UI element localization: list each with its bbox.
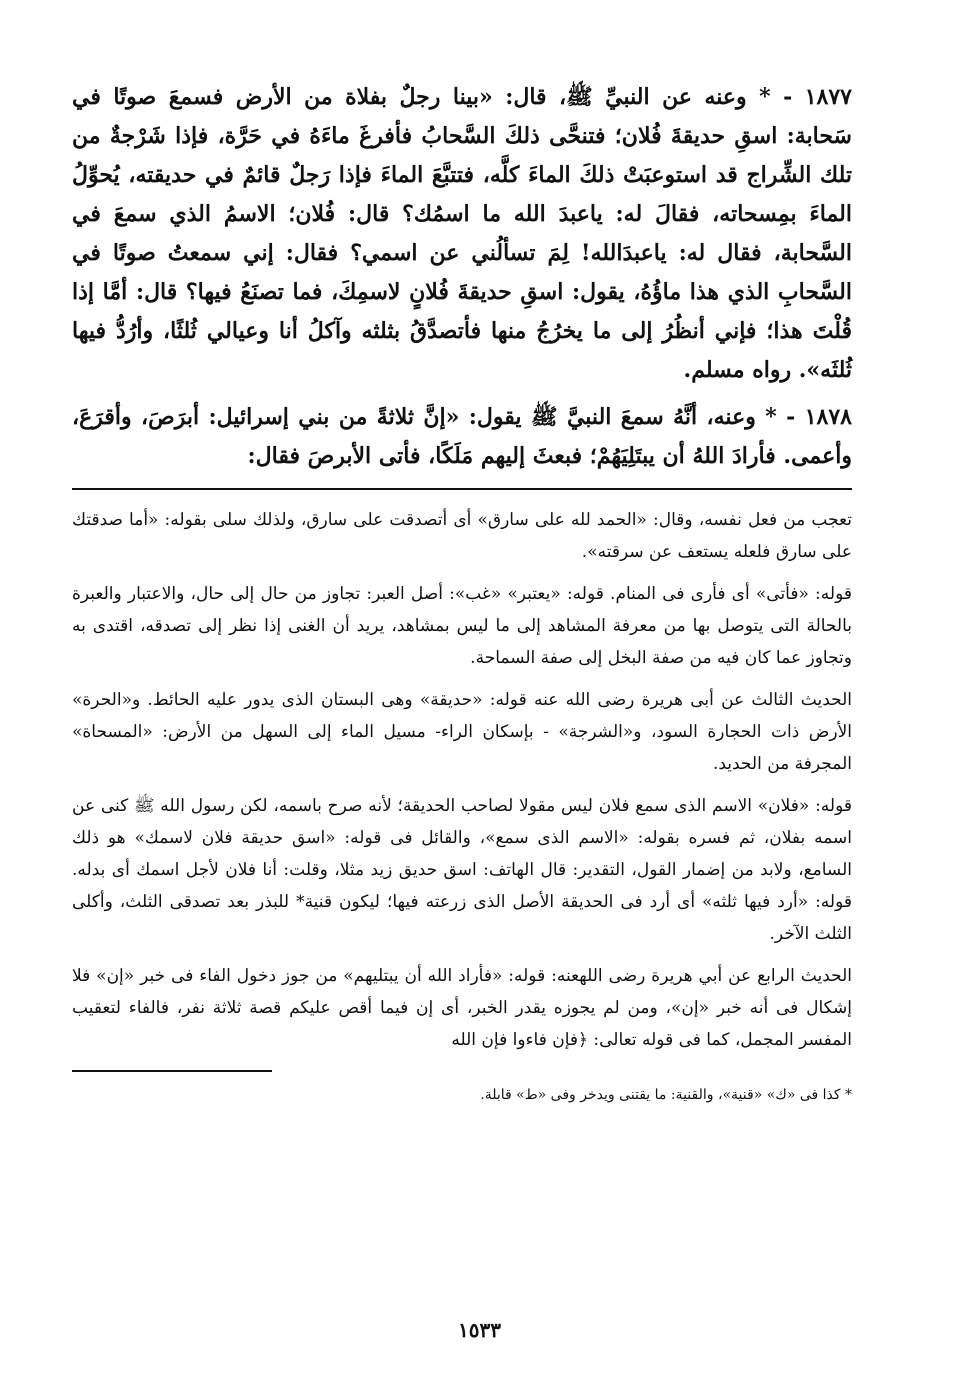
footnote: * كذا فى «ك» «قنية»، والقنية: ما يقتنى ويدخر وفى «ط» قابلة. bbox=[480, 1087, 852, 1103]
commentary-section bbox=[72, 504, 852, 1056]
page-number: ١٥٣٣ bbox=[458, 1318, 501, 1342]
commentary-paragraph: الحديث الرابع عن أبي هريرة رضى اللهعنه: قوله: «فأراد الله أن يبتليهم» من جوز دخول الفاء فى خبر «إن» فلا إشكال فى أنه خبر «إن»، ومن لم يجوزه يقدر الخبر، أى إن فيما أقص عليكم قصة ثلاثة نفر، فالفاء لتعقيب المفسر المجمل، كما فى قوله تعالى: ﴿فإن فاءوا فإن الله bbox=[72, 966, 852, 1050]
book-page bbox=[72, 78, 852, 1378]
commentary-paragraph: الحديث الثالث عن أبى هريرة رضى الله عنه قوله: «حديقة» وهى البستان الذى يدور عليه الحائط. و«الحرة» الأرض ذات الحجارة السود، و«الشرجة» - بإسكان الراء- مسيل الماء إلى السهل من الأرض: «المسحاة» المجرفة من الحديد. bbox=[72, 690, 852, 774]
commentary-paragraph: قوله: «فلان» الاسم الذى سمع فلان ليس مقولا لصاحب الحديقة؛ لأنه صرح باسمه، لكن رسول الله ﷺ كنى عن اسمه بفلان، ثم فسره بقوله: «الاسم الذى سمع»، والقائل فى قوله: «اسق حديقة فلان لاسمك» هو ذلك السامع، ولابد من إضمار القول، التقدير: قال الهاتف: اسق حديق زيد مثلا، وقلت: أنا فلان لأجل اسمك أى بدله. قوله: «أرد فيها ثلثه» أى أرد فى الحديقة الأصل الذى زرعته فيها؛ ليكون قنية* للبذر بعد تصدقى الثلث، وأكلى الثلث الآخر. bbox=[72, 796, 852, 944]
hadith-1877: ١٨٧٧ - * وعنه عن النبيِّ ﷺ، قال: «بينا رجلٌ بفلاة من الأرض فسمعَ صوتًا في سَحابة: اسقِ حديقةَ فُلان؛ فتنحَّى ذلكَ السَّحابُ فأفرغَ ماءَهُ في حَرَّة، فإذا شَرْجةٌ من تلك الشِّراج قد استوعبَتْ ذلكَ الماءَ كلَّه، فتتبَّعَ الماءَ فإذا رَجلٌ قائمٌ في حديقته، يُحوِّلُ الماءَ بمِسحاته، فقالَ له: ياعبدَ الله ما اسمُك؟ قال: فُلان؛ الاسمُ الذي سمعَ في السَّحابة، فقال له: ياعبدَالله! لِمَ تسألُني عن اسمي؟ فقال: إني سمعتُ صوتًا في السَّحابِ الذي هذا ماؤُهُ، يقول: اسقِ حديقةَ فُلانٍ لاسمِكَ، فما تصنَعُ فيها؟ قال: أمَّا إذا قُلْتَ هذا؛ فإني أنظُرُ إلى ما يخرُجُ منها فأتصدَّقُ بثلثه وآكلُ أنا وعيالي ثُلثًا، وأرُدُّ فيها ثُلثَه». رواه مسلم. bbox=[72, 84, 852, 383]
main-divider bbox=[72, 488, 852, 490]
hadith-1878: ١٨٧٨ - * وعنه، أنَّهُ سمعَ النبيَّ ﷺ يقول: «إنَّ ثلاثةً من بني إسرائيل: أبرَصَ، وأقرَعَ، وأعمى. فأرادَ اللهُ أن يبتَلِيَهُمْ؛ فبعثَ إليهم مَلَكًا، فأتى الأبرصَ فقال: bbox=[72, 404, 852, 469]
footnote-divider bbox=[72, 1070, 272, 1072]
commentary-paragraph: تعجب من فعل نفسه، وقال: «الحمد لله على سارق» أى أتصدقت على سارق، ولذلك سلى بقوله: «أما صدقتك على سارق فلعله يستعف عن سرقته». bbox=[72, 510, 852, 562]
main-text bbox=[72, 78, 852, 476]
commentary-paragraph: قوله: «فأتى» أى فأرى فى المنام. قوله: «يعتبر» «غب»: أصل العبر: تجاوز من حال إلى حال، والاعتبار والعبرة بالحالة التى يتوصل بها من معرفة المشاهد إلى ما ليس بمشاهد، يريد أن الغنى إذا نظر إلى تصدقه، اقتدى به وتجاوز عما كان فيه من صفة البخل إلى صفة السماحة. bbox=[72, 584, 852, 668]
